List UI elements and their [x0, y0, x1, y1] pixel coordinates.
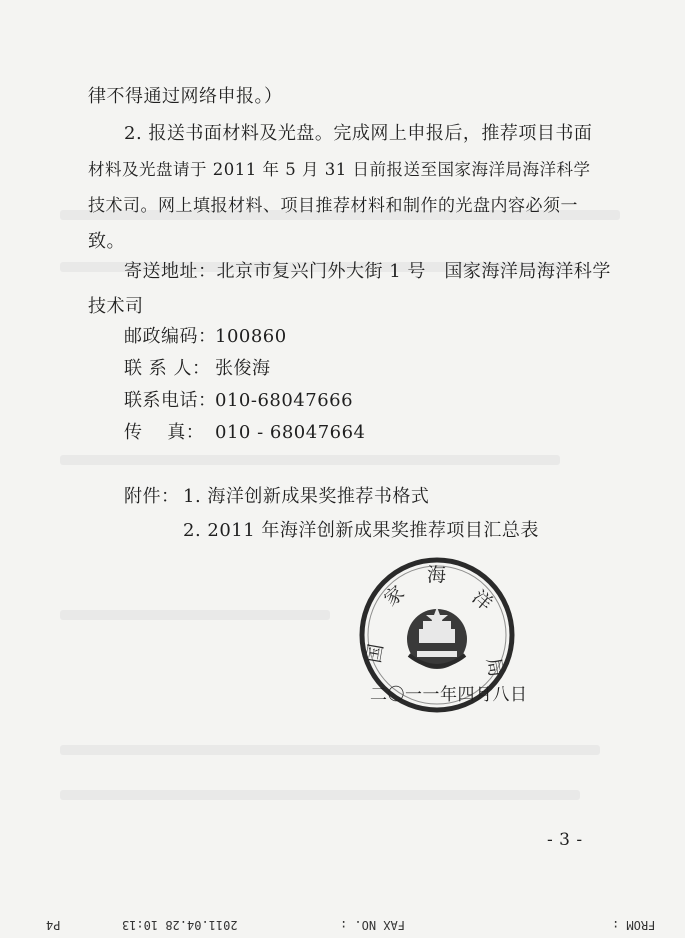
show-through-noise	[60, 745, 600, 755]
fax-header-strip	[0, 910, 685, 938]
postcode-label: 邮政编码：	[124, 326, 217, 347]
attachment-item: 2. 2011 年海洋创新成果奖推荐项目汇总表	[183, 520, 539, 541]
issue-date: 二〇一一年四月八日	[370, 685, 528, 705]
show-through-noise	[60, 610, 330, 620]
seal-char: 洋	[467, 585, 497, 616]
phone-label: 联系电话：	[124, 390, 217, 411]
postcode-value: 100860	[215, 326, 287, 347]
show-through-noise	[60, 455, 560, 465]
seal-char: 家	[380, 581, 409, 611]
body-line: 致。	[88, 231, 125, 252]
show-through-noise	[60, 790, 580, 800]
phone-value: 010-68047666	[215, 390, 354, 411]
seal-char: 局	[482, 656, 508, 679]
body-line: 2. 报送书面材料及光盘。完成网上申报后，推荐项目书面	[124, 123, 593, 144]
contact-person-value: 张俊海	[215, 358, 271, 379]
body-line: 材料及光盘请于 2011 年 5 月 31 日前报送至国家海洋局海洋科学	[88, 160, 591, 179]
seal-char: 海	[427, 564, 447, 586]
seal-char: 国	[362, 642, 388, 665]
fax-label: 传 真：	[124, 422, 205, 443]
national-emblem-icon	[407, 607, 467, 669]
fax-from-label: FROM :	[612, 918, 656, 932]
contact-person-label: 联 系 人：	[124, 358, 211, 379]
fax-number-label: FAX NO. :	[340, 918, 406, 932]
attachment-item: 1. 海洋创新成果奖推荐书格式	[183, 486, 430, 507]
page-number: - 3 -	[547, 830, 583, 850]
body-line: 律不得通过网络申报。）	[88, 86, 283, 107]
mailing-address: 寄送地址：北京市复兴门外大街 1 号 国家海洋局海洋科学	[124, 261, 611, 282]
mailing-address: 技术司	[88, 296, 144, 317]
fax-page: P4	[46, 918, 61, 932]
attachments-label: 附件：	[124, 486, 180, 507]
fax-value: 010 - 68047664	[215, 422, 366, 443]
fax-datetime: 2011.04.28 10:13	[122, 918, 238, 932]
body-line: 技术司。网上填报材料、项目推荐材料和制作的光盘内容必须一	[88, 196, 578, 216]
